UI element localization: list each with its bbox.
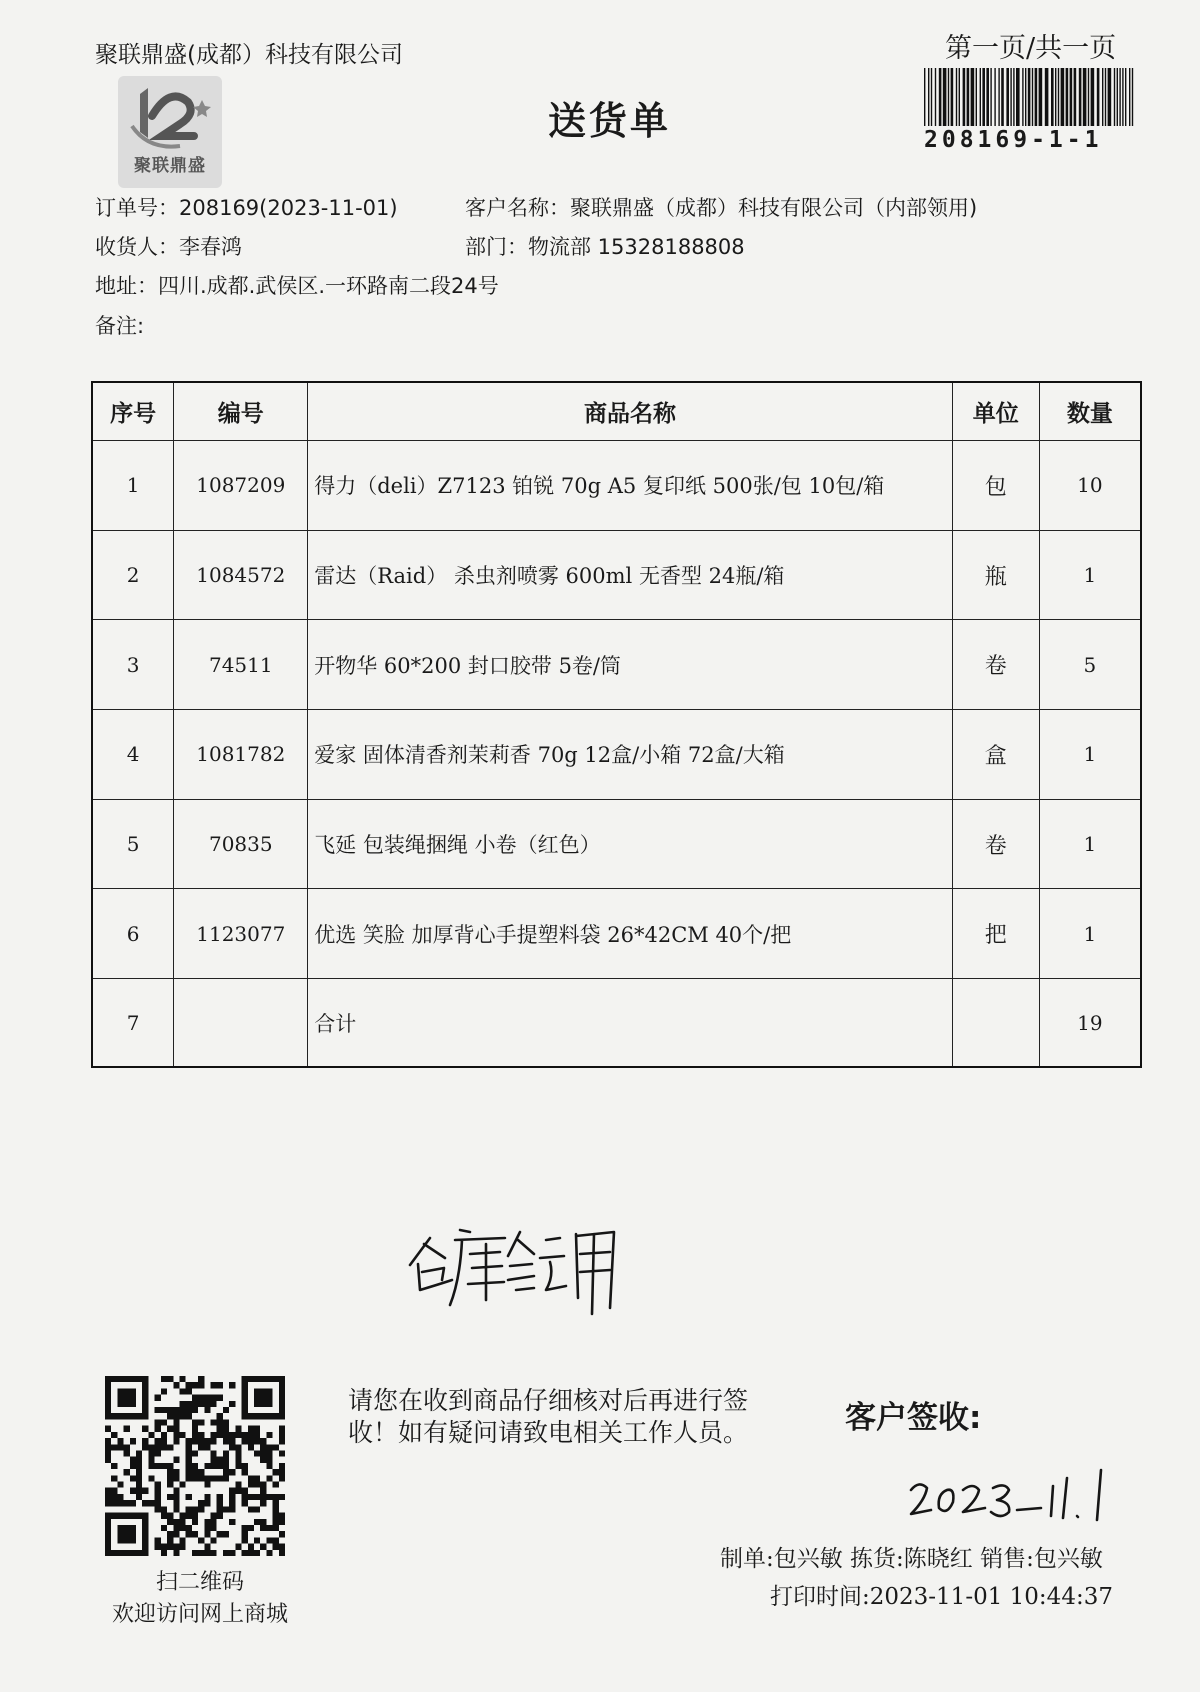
remark: 备注: — [95, 314, 145, 338]
cell-qty: 10 — [1039, 441, 1141, 531]
cell-code: 1087209 — [174, 441, 308, 531]
cell-unit: 瓶 — [952, 530, 1039, 620]
goods-table — [91, 381, 1142, 1068]
cell-seq: 5 — [92, 799, 174, 889]
cell-seq: 6 — [92, 889, 174, 979]
table-row — [92, 799, 1141, 889]
cell-unit: 盒 — [952, 710, 1039, 800]
cell-code: 1123077 — [174, 889, 308, 979]
cell-qty: 1 — [1039, 799, 1141, 889]
handwritten-sign-date — [905, 1460, 1125, 1530]
cell-seq: 3 — [92, 620, 174, 710]
cell-code: 1084572 — [174, 530, 308, 620]
cell-name: 爱家 固体清香剂茉莉香 70g 12盒/小箱 72盒/大箱 — [308, 710, 953, 800]
cell-qty: 1 — [1039, 889, 1141, 979]
handwritten-note — [400, 1210, 630, 1320]
header-name: 商品名称 — [308, 382, 953, 441]
cell-unit: 卷 — [952, 620, 1039, 710]
table-row — [92, 620, 1141, 710]
header-qty: 数量 — [1039, 382, 1141, 441]
customer-name: 客户名称：聚联鼎盛（成都）科技有限公司（内部领用) — [465, 196, 978, 220]
staff-line: 制单:包兴敏 拣货:陈晓红 销售:包兴敏 — [720, 1546, 1103, 1572]
table-row — [92, 441, 1141, 531]
cell-qty: 1 — [1039, 710, 1141, 800]
qr-caption-mall: 欢迎访问网上商城 — [111, 1602, 288, 1627]
address: 地址：四川.成都.武侯区.一环路南二段24号 — [95, 274, 499, 298]
company-name: 聚联鼎盛(成都）科技有限公司 — [95, 42, 403, 68]
qr-caption-scan: 扫二维码 — [155, 1570, 244, 1595]
cell-seq: 7 — [92, 979, 174, 1067]
logo-mark-icon — [118, 76, 222, 156]
print-time: 打印时间:2023-11-01 10:44:37 — [770, 1584, 1113, 1610]
company-logo — [118, 76, 222, 188]
header-seq: 序号 — [92, 382, 174, 441]
cell-unit: 包 — [952, 441, 1039, 531]
table-row — [92, 530, 1141, 620]
cell-name: 开物华 60*200 封口胶带 5卷/筒 — [308, 620, 953, 710]
logo-text: 聚联鼎盛 — [134, 156, 206, 176]
cell-seq: 2 — [92, 530, 174, 620]
page-indicator: 第一页/共一页 — [945, 33, 1117, 64]
table-header-row — [92, 382, 1141, 441]
customer-sign-label: 客户签收: — [845, 1400, 982, 1436]
cell-seq: 1 — [92, 441, 174, 531]
table-row — [92, 710, 1141, 800]
cell-code — [174, 979, 308, 1067]
cell-code: 70835 — [174, 799, 308, 889]
cell-code: 74511 — [174, 620, 308, 710]
receiver: 收货人：李春鸿 — [95, 235, 242, 259]
cell-name: 飞延 包装绳捆绳 小卷（红色） — [308, 799, 953, 889]
document-title: 送货单 — [548, 99, 672, 143]
qr-code — [105, 1376, 285, 1556]
cell-qty: 1 — [1039, 530, 1141, 620]
header-code: 编号 — [174, 382, 308, 441]
cell-unit — [952, 979, 1039, 1067]
cell-qty: 5 — [1039, 620, 1141, 710]
table-total-row — [92, 979, 1141, 1067]
cell-qty: 19 — [1039, 979, 1141, 1067]
cell-seq: 4 — [92, 710, 174, 800]
cell-code: 1081782 — [174, 710, 308, 800]
table-row — [92, 889, 1141, 979]
cell-unit: 把 — [952, 889, 1039, 979]
cell-name: 雷达（Raid） 杀虫剂喷雾 600ml 无香型 24瓶/箱 — [308, 530, 953, 620]
notice-text: 请您在收到商品仔细核对后再进行签收！如有疑问请致电相关工作人员。 — [348, 1386, 749, 1447]
barcode — [922, 68, 1137, 126]
cell-unit: 卷 — [952, 799, 1039, 889]
cell-name: 优选 笑脸 加厚背心手提塑料袋 26*42CM 40个/把 — [308, 889, 953, 979]
cell-name: 得力（deli）Z7123 铂锐 70g A5 复印纸 500张/包 10包/箱 — [308, 441, 953, 531]
barcode-number: 208169-1-1 — [924, 127, 1103, 153]
department: 部门：物流部 15328188808 — [465, 235, 745, 259]
order-number: 订单号：208169(2023-11-01) — [95, 196, 398, 220]
header-unit: 单位 — [952, 382, 1039, 441]
cell-name: 合计 — [308, 979, 953, 1067]
